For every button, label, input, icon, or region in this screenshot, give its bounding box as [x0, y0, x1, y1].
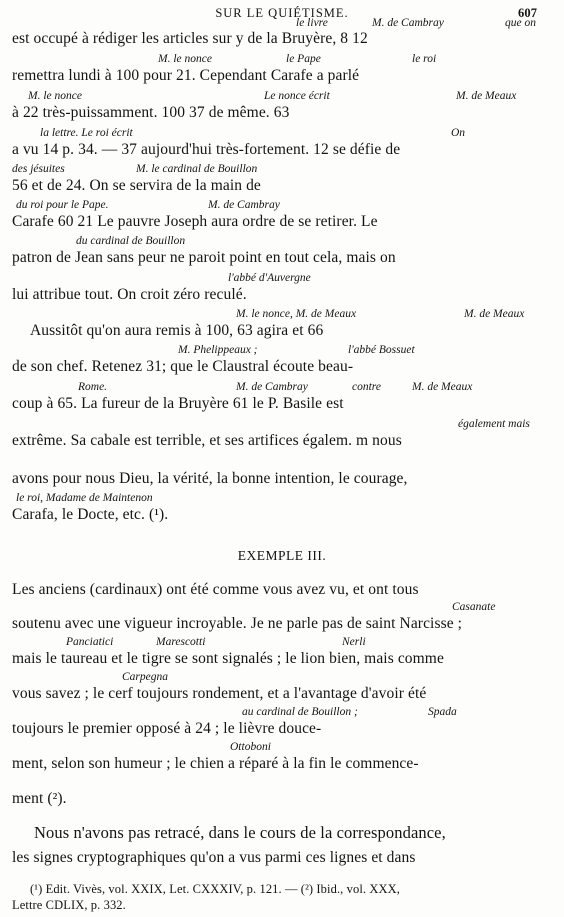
text-line: ment, selon son humeur ; le chien a réparé à la fin le commence- [12, 755, 419, 772]
gloss: l'abbé d'Auvergne [228, 272, 311, 284]
gloss: l'abbé Bossuet [348, 344, 415, 356]
gloss: que on [505, 17, 536, 29]
text-line: ment (²). [12, 790, 67, 807]
text-line: avons pour nous Dieu, la vérité, la bonne intention, le courage, [12, 470, 408, 487]
gloss: du roi pour le Pape. [16, 199, 109, 211]
gloss: Ottoboni [230, 741, 271, 753]
closing-line: Nous n'avons pas retracé, dans le cours de la correspondance, [34, 823, 446, 842]
gloss: M. de Meaux [456, 90, 517, 102]
running-title: SUR LE QUIÉTISME. [215, 6, 349, 20]
footnote: Lettre CDLIX, p. 332. [12, 898, 126, 912]
text-line: mais le taureau et le tigre se sont signalés ; le lion bien, mais comme [12, 650, 444, 667]
text-line: patron de Jean sans peur ne paroit point en tout cela, mais on [12, 249, 396, 266]
gloss: contre [352, 381, 381, 393]
gloss: Le nonce écrit [264, 90, 330, 102]
gloss: Marescotti [156, 636, 206, 648]
text-line: Aussitôt qu'on aura remis à 100, 63 agira et 66 [30, 322, 324, 339]
gloss: Panciatici [66, 636, 114, 648]
text-line: lui attribue tout. On croit zéro reculé. [12, 286, 247, 303]
text-line: de son chef. Retenez 31; que le Claustral écoute beau- [12, 358, 354, 375]
gloss: M. Phelippeaux ; [178, 344, 258, 356]
gloss: M. de Meaux [412, 381, 473, 393]
text-line: soutenu avec une vigueur incroyable. Je ne parle pas de saint Narcisse ; [12, 615, 463, 632]
gloss: le roi [412, 53, 437, 65]
text-line: vous savez ; le cerf toujours rondement, et a l'avantage d'avoir été [12, 685, 427, 702]
gloss: M. de Cambray [208, 199, 280, 211]
gloss: M. le nonce, M. de Meaux [236, 308, 357, 320]
gloss: Rome. [78, 381, 108, 393]
text-line: 56 et de 24. On se servira de la main de [12, 177, 261, 194]
text-line: est occupé à rédiger les articles sur y de la Bruyère, 8 12 [12, 30, 368, 47]
text-line: Carafa, le Docte, etc. (¹). [12, 506, 169, 523]
closing-line: les signes cryptographiques qu'on a vus parmi ces lignes et dans [12, 849, 416, 866]
gloss: la lettre. Le roi écrit [40, 127, 133, 139]
text-line: Les anciens (cardinaux) ont été comme vous avez vu, et ont tous [12, 581, 419, 598]
gloss: des jésuites [12, 163, 65, 175]
gloss: le roi, Madame de Maintenon [16, 492, 153, 504]
gloss: le livre [296, 17, 328, 29]
gloss: Nerli [342, 636, 366, 648]
gloss: au cardinal de Bouillon ; [242, 706, 358, 718]
gloss: M. de Meaux [464, 308, 525, 320]
text-line: a vu 14 p. 34. — 37 aujourd'hui très-fortement. 12 se défie de [12, 141, 401, 158]
gloss: Casanate [452, 601, 496, 613]
gloss: du cardinal de Bouillon [76, 235, 186, 247]
text-line: remettra lundi à 100 pour 21. Cependant Carafe a parlé [12, 67, 360, 84]
gloss: M. le nonce [28, 90, 82, 102]
text-line: extrême. Sa cabale est terrible, et ses artifices égalem. m nous [12, 432, 402, 449]
gloss: M. le cardinal de Bouillon [136, 163, 258, 175]
gloss: M. de Cambray [236, 381, 308, 393]
gloss: Carpegna [122, 671, 168, 683]
text-line: toujours le premier opposé à 24 ; le lièvre douce- [12, 720, 322, 737]
gloss: également mais [458, 418, 530, 430]
text-line: Carafe 60 21 Le pauvre Joseph aura ordre de se retirer. Le [12, 213, 378, 230]
text-line: à 22 très-puissamment. 100 37 de même. 63 [12, 104, 290, 121]
gloss: M. de Cambray [372, 17, 444, 29]
gloss: le Pape [286, 53, 321, 65]
page-number: 607 [518, 6, 538, 20]
footnote: (¹) Edit. Vivès, vol. XXIX, Let. CXXXIV, p. 121. — (²) Ibid., vol. XXX, [30, 882, 400, 896]
gloss: On [451, 127, 466, 139]
section-heading: EXEMPLE III. [237, 548, 327, 563]
text-line: coup à 65. La fureur de la Bruyère 61 le P. Basile est [12, 395, 344, 412]
gloss: M. le nonce [158, 53, 212, 65]
gloss: Spada [428, 706, 457, 718]
